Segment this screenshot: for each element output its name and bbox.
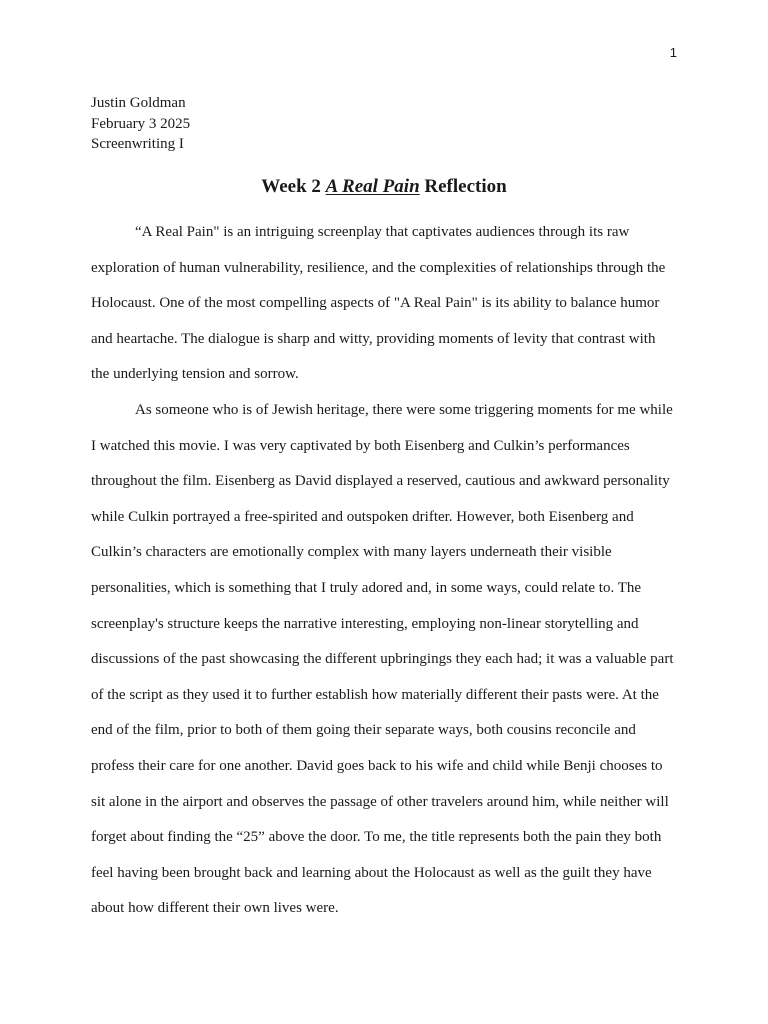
title-prefix: Week 2 <box>261 176 326 197</box>
paragraph-line: feel having been brought back and learning about the Holocaust as well as the guilt they have <box>91 864 652 881</box>
paragraph-line: I watched this movie. I was very captivated by both Eisenberg and Culkin’s performances <box>91 437 630 454</box>
paragraph-line: personalities, which is something that I truly adored and, in some ways, could relate to. The <box>91 579 642 596</box>
paragraph-2 <box>91 396 681 930</box>
paragraph-line: Holocaust. One of the most compelling aspects of "A Real Pain" is its ability to balance humor <box>91 295 660 312</box>
paragraph-line: while Culkin portrayed a free-spirited and outspoken drifter. However, both Eisenberg and <box>91 508 634 525</box>
paragraph-line: exploration of human vulnerability, resilience, and the complexities of relationships through the <box>91 259 666 276</box>
header-block <box>91 93 190 155</box>
paragraph-line: forget about finding the “25” above the door. To me, the title represents both the pain they both <box>91 829 662 846</box>
paragraph-line: Culkin’s characters are emotionally complex with many layers underneath their visible <box>91 544 612 561</box>
paragraph-line: end of the film, prior to both of them going their separate ways, both cousins reconcile and <box>91 722 636 739</box>
paragraph-line: screenplay's structure keeps the narrative interesting, employing non-linear storytelling and <box>91 615 639 632</box>
paragraph-1 <box>91 218 681 396</box>
paragraph-line: profess their care for one another. David goes back to his wife and child while Benji chooses to <box>91 757 663 774</box>
paragraph-line: and heartache. The dialogue is sharp and witty, providing moments of levity that contrast with <box>91 330 656 347</box>
title-suffix: Reflection <box>419 176 507 197</box>
document-date: February 3 2025 <box>91 115 191 132</box>
title-work-name: A Real Pain <box>325 176 420 197</box>
paragraph-line: “A Real Pain" is an intriguing screenplay that captivates audiences through its raw <box>135 224 630 240</box>
paragraph-line: about how different their own lives were. <box>91 900 339 917</box>
author-name: Justin Goldman <box>91 95 186 111</box>
document-body <box>91 218 681 930</box>
paragraph-line: discussions of the past showcasing the different upbringings they each had; it was a valuable part <box>91 651 674 668</box>
paragraph-line: throughout the film. Eisenberg as David displayed a reserved, cautious and awkward personality <box>91 473 670 490</box>
paragraph-line: sit alone in the airport and observes the passage of other travelers around him, while neither will <box>91 793 669 810</box>
page-number: 1 <box>669 45 677 60</box>
paragraph-line: As someone who is of Jewish heritage, there were some triggering moments for me while <box>135 401 673 418</box>
paragraph-line: the underlying tension and sorrow. <box>91 366 299 383</box>
course-name: Screenwriting I <box>91 136 184 152</box>
document-title <box>0 175 768 199</box>
paragraph-line: of the script as they used it to further establish how materially different their pasts were. At the <box>91 686 659 703</box>
